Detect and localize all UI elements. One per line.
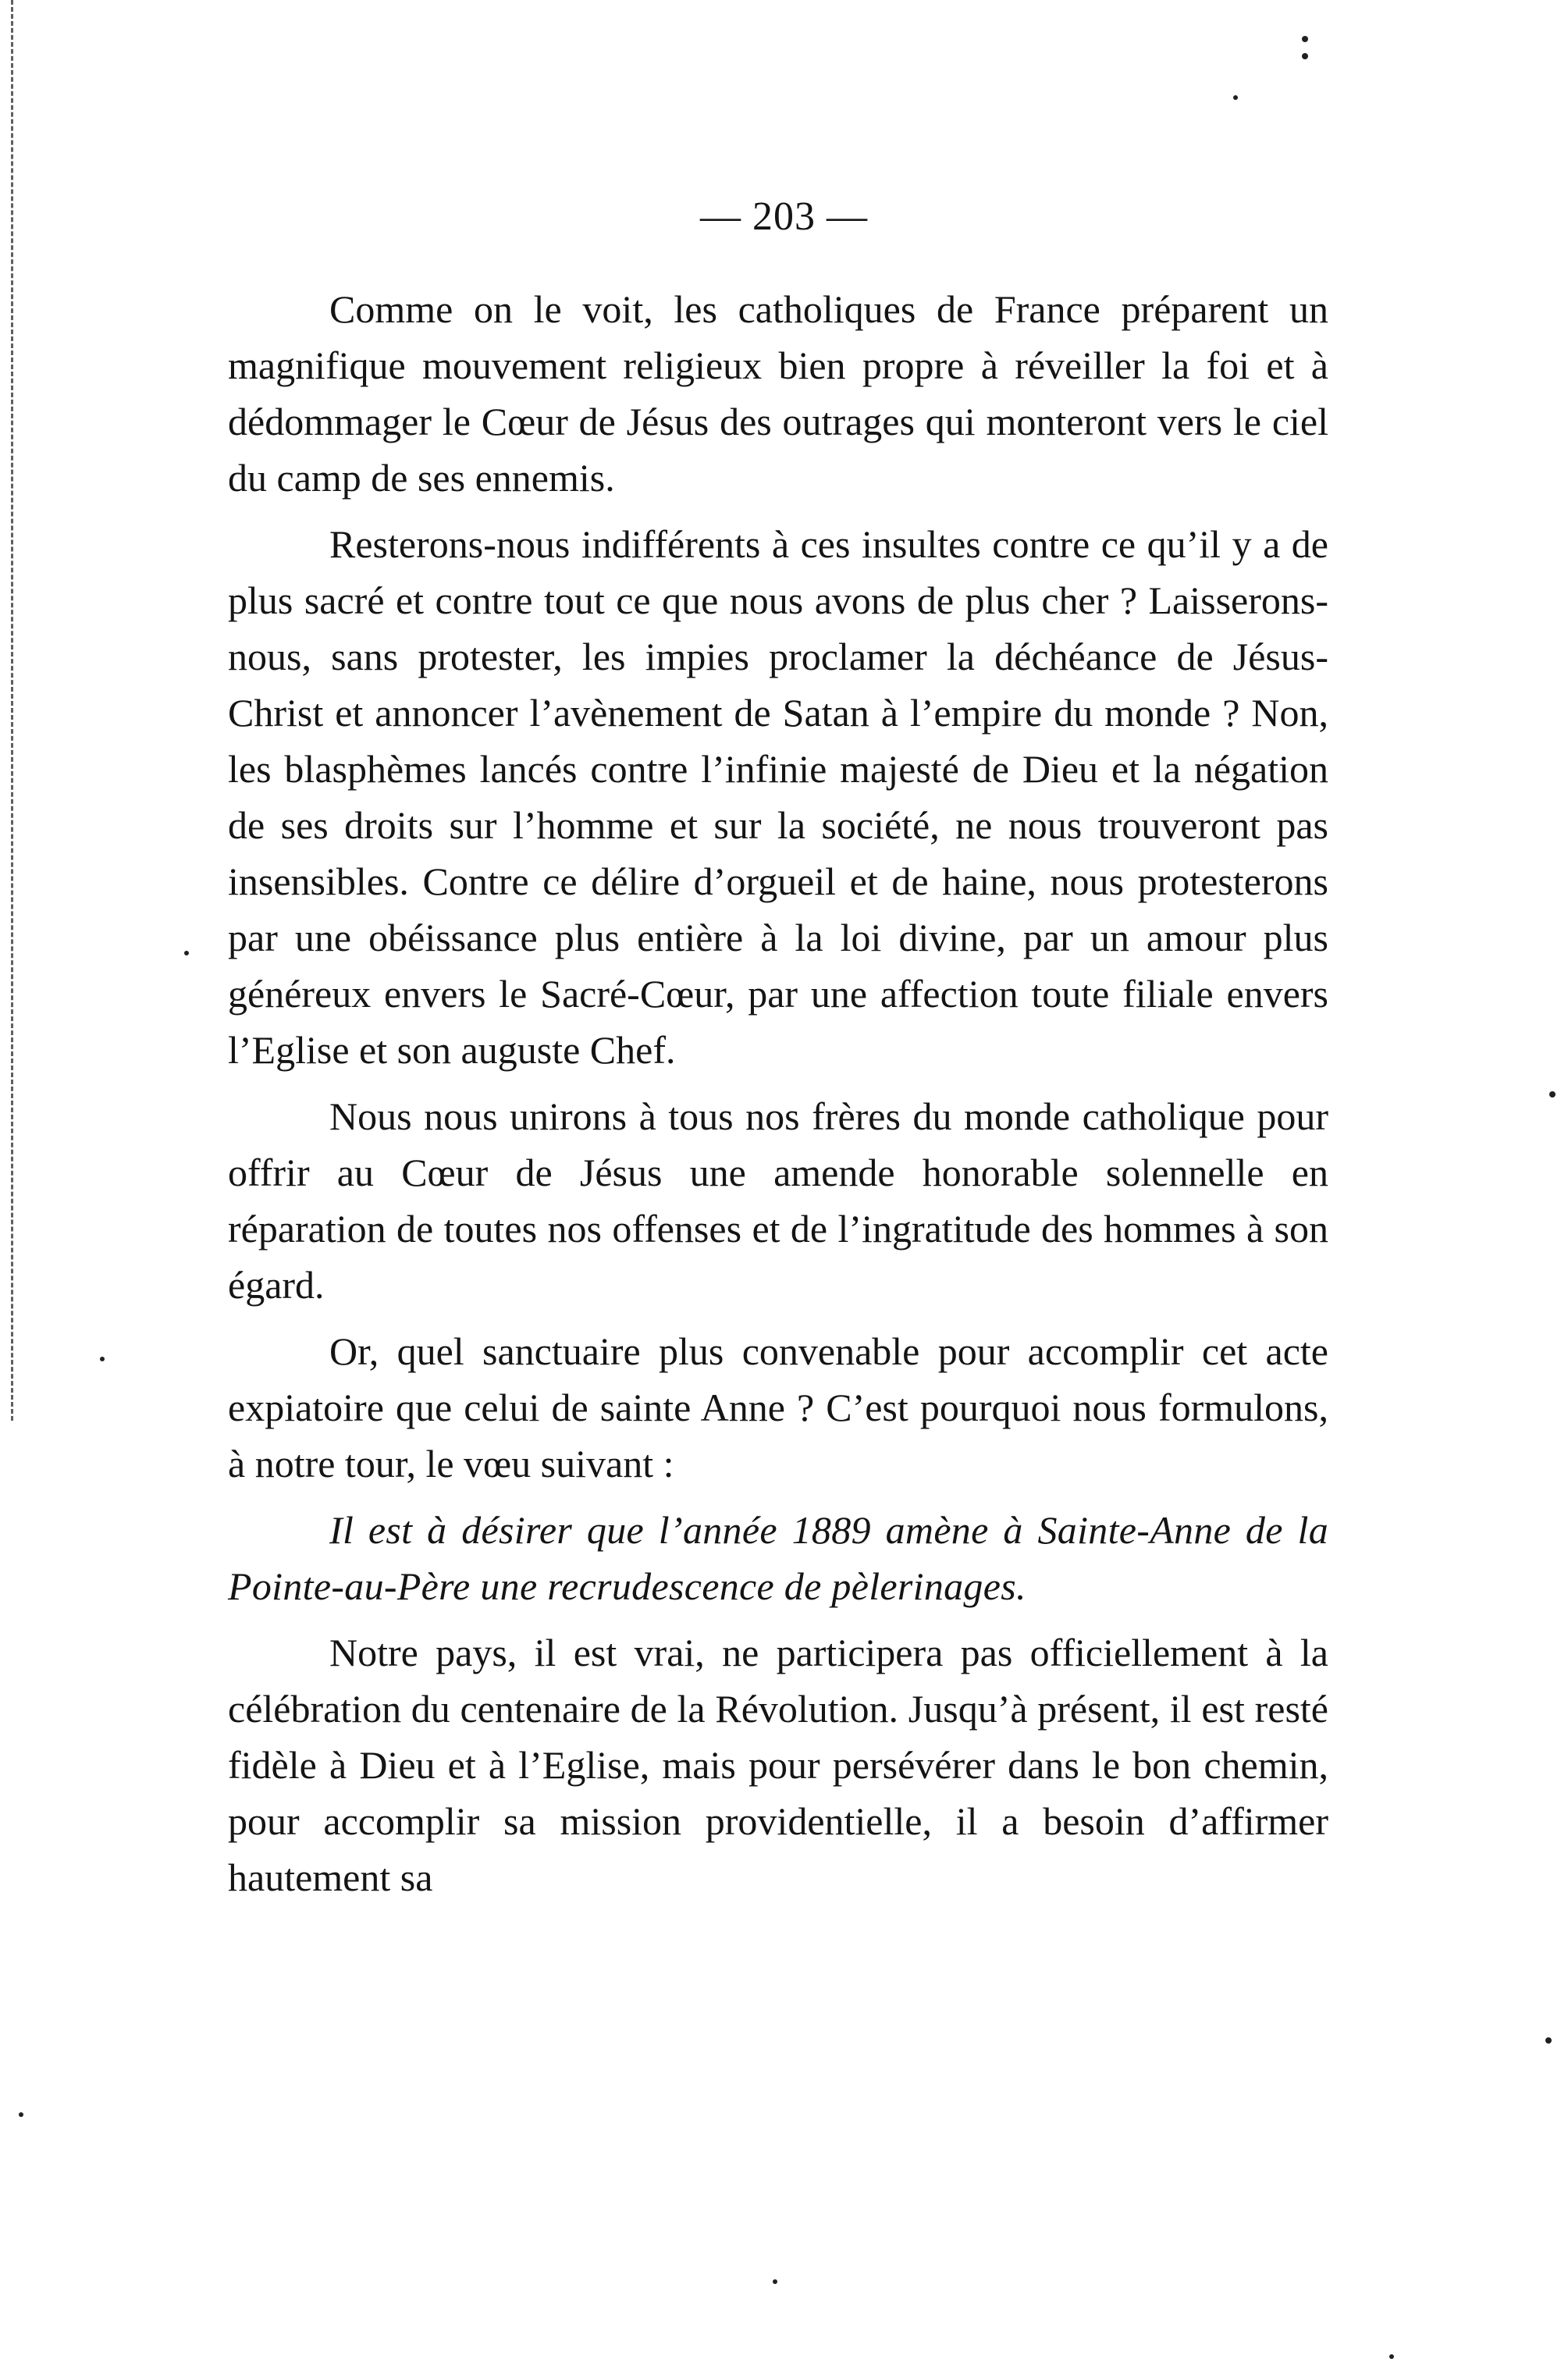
paragraph-4: Or, quel sanctuaire plus convenable pour accomplir cet acte expiatoire que celui de sainte Anne ? C’est pourquoi nous formulons, à notre tour, le vœu suivant : xyxy=(228,1329,1328,1485)
scan-speck xyxy=(1302,53,1308,59)
paragraph-1: Comme on le voit, les catholiques de France préparent un magnifique mouvement religieux bien propre à réveiller la foi et à dédommager le Cœur de Jésus des outrages qui monteront vers le ciel du camp de ses ennemis. xyxy=(228,287,1328,500)
paragraph-5-italic-wish: Il est à désirer que l’année 1889 amène à Sainte-Anne de la Pointe-au-Père une recrudescence de pèlerinages. xyxy=(228,1508,1328,1608)
scan-speck xyxy=(184,951,189,955)
scan-speck xyxy=(1549,1091,1556,1098)
paragraph-2: Resterons-nous indifférents à ces insultes contre ce qu’il y a de plus sacré et contre tout ce que nous avons de plus cher ? Laisserons-nous, sans protester, les impies proclamer la déchéance de Jésus-Christ et annoncer l’avènement de Satan à l’empire du monde ? Non, les blasphèmes lancés contre l’infinie majesté de Dieu et la négation de ses droits sur l’homme et sur la société, ne nous trouveront pas insensibles. Contre ce délire d’orgueil et de haine, nous protesterons par une obéissance plus entière à la loi divine, par un amour plus généreux envers le Sacré-Cœur, par une affection toute filiale envers l’Eglise et son auguste Chef. xyxy=(228,522,1328,1072)
body-text xyxy=(228,281,1328,1916)
paragraph-3: Nous nous unirons à tous nos frères du monde catholique pour offrir au Cœur de Jésus une amende honorable solennelle en réparation de toutes nos offenses et de l’ingratitude des hommes à son égard. xyxy=(228,1094,1328,1307)
scan-speck xyxy=(1302,36,1308,42)
scan-speck xyxy=(100,1357,105,1361)
scan-speck xyxy=(1233,95,1238,100)
scan-speck xyxy=(1389,2354,1394,2359)
scan-speck xyxy=(773,2279,777,2284)
scan-speck xyxy=(1545,2037,1552,2044)
paragraph-6: Notre pays, il est vrai, ne participera pas officiellement à la célébration du centenaire de la Révolution. Jusqu’à présent, il est resté fidèle à Dieu et à l’Eglise, mais pour persévérer dans le bon chemin, pour accomplir sa mission providentielle, il a besoin d’affirmer hautement sa xyxy=(228,1631,1328,1899)
scan-speck xyxy=(19,2112,23,2117)
page-number: — 203 — xyxy=(700,194,868,239)
